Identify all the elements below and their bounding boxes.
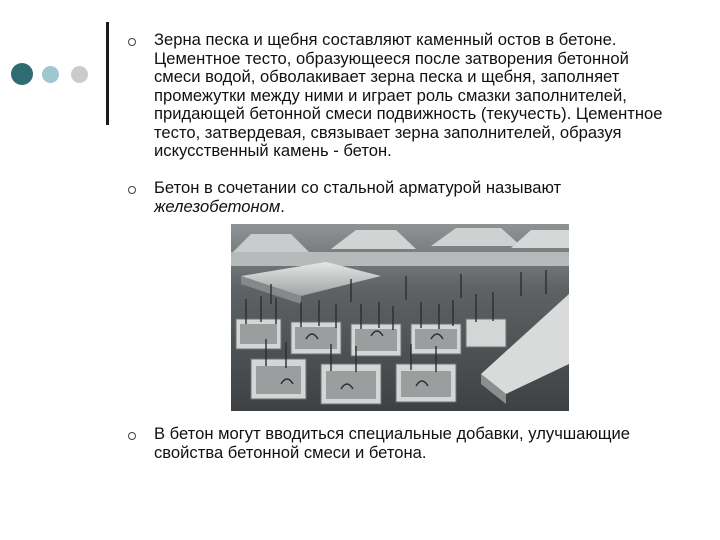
bullet-text-part: . xyxy=(280,196,285,216)
italic-term: железобетоном xyxy=(154,196,281,216)
decorative-vertical-line xyxy=(106,22,109,125)
decorative-dot-dark xyxy=(11,63,33,85)
bullet-marker xyxy=(128,38,136,46)
decorative-dot-light xyxy=(42,66,59,83)
bullet-text-part: Бетон в сочетании со стальной арматурой называют xyxy=(154,178,562,197)
bullet-text: Зерна песка и щебня составляют каменный остов в бетоне. Цементное тесто, образующееся после затворения бетонной смеси водой, обволакивает зерна песка и щебня, заполняет промежутки между ними и играет роль смазки заполнителей, придающей бетонной смеси подвижность (текучесть). Цементное тесто, затвердевая, связывает зерна заполнителей, образуя искусственный камень - бетон. xyxy=(154,30,663,160)
decorative-dot-grey xyxy=(71,66,88,83)
bullet-marker xyxy=(128,432,136,440)
bullet-marker xyxy=(128,186,136,194)
precast-concrete-photo xyxy=(231,224,569,411)
bullet-text-with-italic xyxy=(154,179,674,216)
bullet-text: В бетон могут вводиться специальные добавки, улучшающие свойства бетонной смеси и бетона. xyxy=(154,424,630,462)
